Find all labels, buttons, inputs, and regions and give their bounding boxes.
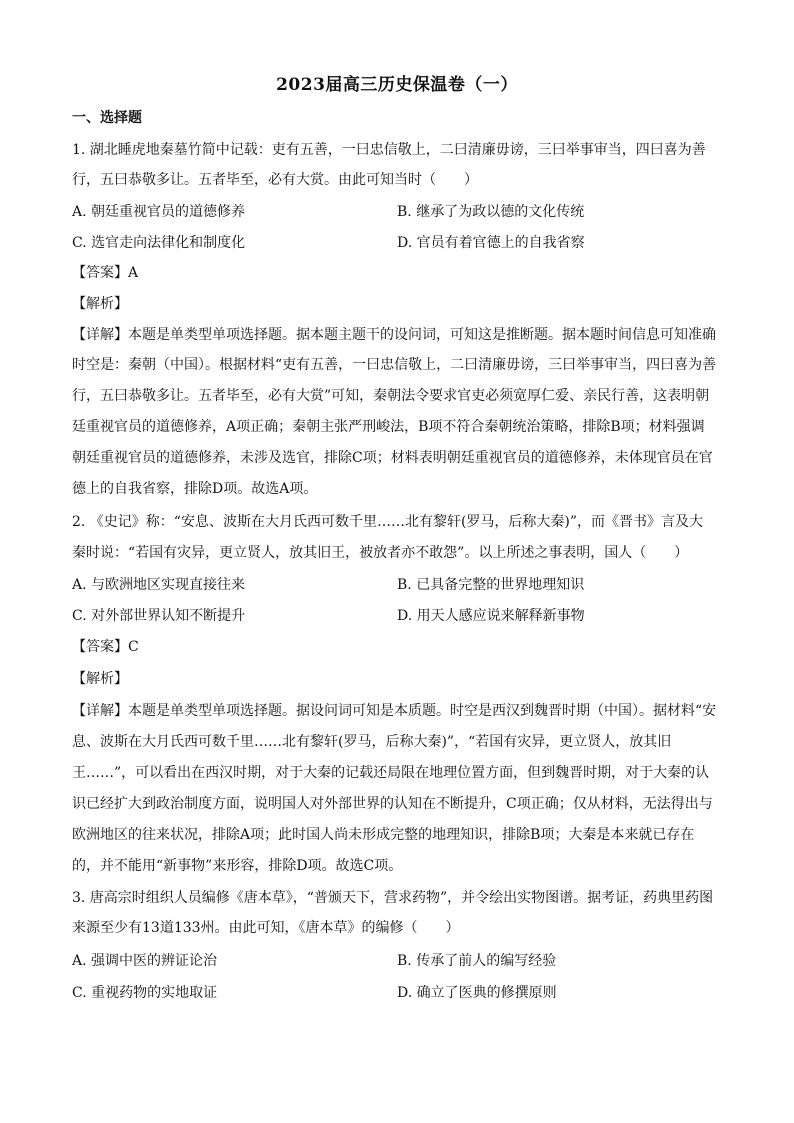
q2-stem-line-2: 秦时说：“若国有灾异，更立贤人，放其旧王，被放者亦不敢怨”。以上所述之事表明，国人（ ）	[72, 545, 689, 561]
q3-option-c: C. 重视药物的实地取证	[72, 985, 218, 1001]
q2-detail-line-3: 王……”，可以看出在西汉时期，对于大秦的记载还局限在地理位置方面，但到魏晋时期，对于大秦的认	[72, 765, 710, 781]
q2-detail-line-6: 的，并不能用“新事物”来形容，排除D项。故选C项。	[72, 858, 403, 874]
q1-analysis-label: 【解析】	[72, 296, 128, 312]
q1-detail-line-3: 行，五曰恭敬多让。五者毕至，必有大赏”可知，秦朝法令要求官吏必须宽厚仁爱、亲民行善，这表明朝	[72, 388, 710, 404]
q1-detail-line-5: 朝廷重视官员的道德修养，未涉及选官，排除C项；材料表明朝廷重视官员的道德修养，未体现官员在官	[72, 450, 713, 466]
q2-detail-line-5: 欧洲地区的往来状况，排除A项；此时国人尚未形成完整的地理知识，排除B项；大秦是本来就已存在	[72, 827, 695, 843]
q3-option-d: D. 确立了医典的修撰原则	[397, 985, 557, 1001]
q3-option-b: B. 传承了前人的编写经验	[397, 953, 557, 969]
q1-answer: 【答案】A	[72, 265, 139, 281]
q2-option-b: B. 已具备完整的世界地理知识	[397, 577, 585, 593]
q2-option-c: C. 对外部世界认知不断提升	[72, 608, 246, 624]
q2-analysis-label: 【解析】	[72, 671, 128, 687]
document-title: 2023届高三历史保温卷（一）	[276, 75, 518, 95]
q1-detail-line-6: 德上的自我省察，排除D项。故选A项。	[72, 481, 318, 497]
q1-stem-line-1: 1. 湖北睡虎地秦墓竹简中记载：吏有五善，一曰忠信敬上，二曰清廉毋谤，三曰举事审当，四曰喜为善	[72, 142, 706, 158]
q1-option-b: B. 继承了为政以德的文化传统	[397, 204, 585, 220]
q2-stem-line-1: 2. 《史记》称：“安息、波斯在大月氏西可数千里……北有黎轩(罗马，后称大秦)”，而《晋书》言及大	[72, 514, 704, 530]
q2-detail-line-2: 息、波斯在大月氏西可数千里……北有黎轩(罗马，后称大秦)”，“若国有灾异，更立贤人，放其旧	[72, 734, 672, 750]
q2-detail-line-4: 识已经扩大到政治制度方面，说明国人对外部世界的认知在不断提升，C项正确；仅从材料，无法得出与	[72, 796, 713, 812]
q1-detail-line-4: 廷重视官员的道德修养，A项正确；秦朝主张严刑峻法，B项不符合秦朝统治策略，排除B项；材料强调	[72, 419, 705, 435]
q2-option-a: A. 与欧洲地区实现直接往来	[72, 577, 246, 593]
q1-detail-line-1: 【详解】本题是单类型单项选择题。据本题主题干的设问词，可知这是推断题。据本题时间信息可知准确	[72, 327, 716, 343]
q2-detail-line-1: 【详解】本题是单类型单项选择题。据设问词可知是本质题。时空是西汉到魏晋时期（中国）。据材料“安	[72, 703, 717, 719]
q1-option-a: A. 朝廷重视官员的道德修养	[72, 204, 246, 220]
q2-option-d: D. 用天人感应说来解释新事物	[397, 608, 585, 624]
q1-option-c: C. 选官走向法律化和制度化	[72, 235, 246, 251]
section-heading: 一、选择题	[72, 110, 142, 126]
q3-option-a: A. 强调中医的辨证论治	[72, 953, 218, 969]
q1-stem-line-2: 行，五曰恭敬多让。五者毕至，必有大赏。由此可知当时（ ）	[72, 172, 478, 188]
q1-option-d: D. 官员有着官德上的自我省察	[397, 235, 585, 251]
q2-answer: 【答案】C	[72, 639, 139, 655]
q1-detail-line-2: 时空是：秦朝（中国）。根据材料“吏有五善，一曰忠信敬上，二曰清廉毋谤，三曰举事审当，四曰喜为善	[72, 357, 717, 373]
q3-stem-line-2: 来源至少有13道133州。由此可知，《唐本草》的编修（ ）	[72, 920, 460, 936]
q3-stem-line-1: 3. 唐高宗时组织人员编修《唐本草》，“普颁天下，营求药物”，并令绘出实物图谱。据考证，药典里药图	[72, 890, 714, 906]
